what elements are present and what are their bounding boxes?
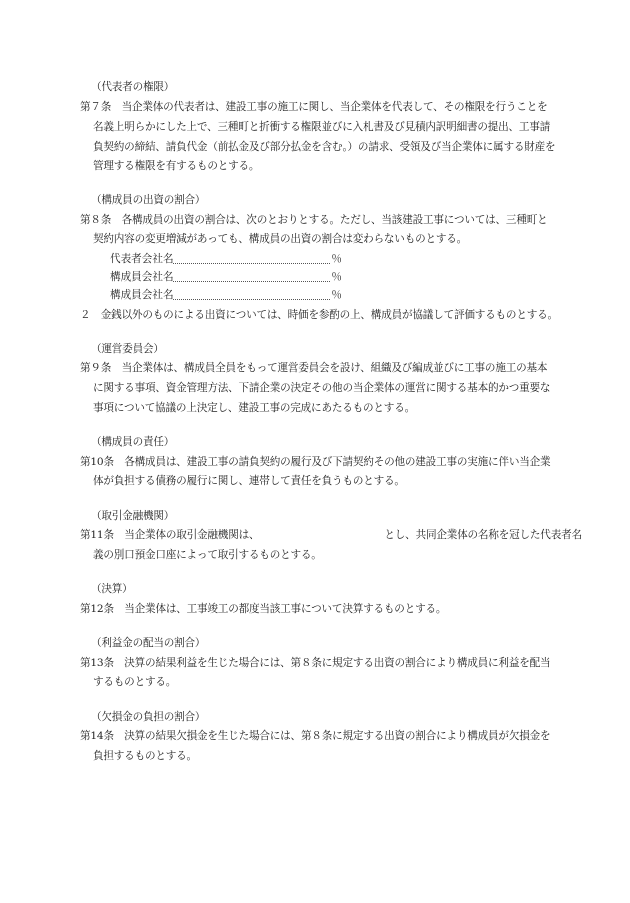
article-10-line-1: 第10条 各構成員は、建設工事の請負契約の履行及び下請契約その他の建設工事の実施に伴い当企業 xyxy=(80,456,551,468)
article-9-heading: （運営委員会） xyxy=(91,343,164,355)
article-11-heading: （取引金融機関） xyxy=(91,510,175,522)
share-label: 構成員会社名 xyxy=(110,271,174,283)
share-unit: ％ xyxy=(331,289,342,301)
article-11-line-1 xyxy=(80,529,582,542)
article-13-line-1: 第13条 決算の結果利益を生じた場合には、第８条に規定する出資の割合により構成員に利益を配当 xyxy=(80,657,551,669)
article-7-line-2: 名義上明らかにした上で、三種町と折衝する権限並びに入札書及び見積内訳明細書の提出、工事請 xyxy=(93,121,551,133)
article-7-line-4: 管理する権限を有するものとする。 xyxy=(93,160,260,172)
share-leader-line xyxy=(173,299,330,300)
article-12-heading: （決算） xyxy=(91,583,133,595)
article-12-line-1: 第12条 当企業体は、工事竣工の都度当該工事について決算するものとする。 xyxy=(80,603,447,615)
article-9-line-3: 事項について協議の上決定し、建設工事の完成にあたるものとする。 xyxy=(93,402,415,414)
article-14-line-1: 第14条 決算の結果欠損金を生じた場合には、第８条に規定する出資の割合により構成員が欠損金を xyxy=(80,730,551,742)
article-10-heading: （構成員の責任） xyxy=(91,436,175,448)
article-10-line-2: 体が負担する債務の履行に関し、連帯して責任を負うものとする。 xyxy=(93,475,405,487)
article-13-line-2: するものとする。 xyxy=(93,676,177,688)
share-row-member-1 xyxy=(110,271,342,284)
article-11-line-1-rest: とし、共同企業体の名称を冠した代表者名 xyxy=(384,529,582,541)
article-9-line-2: に関する事項、資金管理方法、下請企業の決定その他の当企業体の運営に関する基本的かつ重要な xyxy=(93,382,551,394)
share-row-member-2 xyxy=(110,289,342,302)
article-13-heading: （利益金の配当の割合） xyxy=(91,637,206,649)
share-row-representative xyxy=(110,253,342,266)
article-8-line-1: 第８条 各構成員の出資の割合は、次のとおりとする。ただし、当該建設工事については、三種町と xyxy=(80,214,548,226)
article-7-heading: （代表者の権限） xyxy=(91,81,175,93)
article-8-paragraph-2: ２ 金銭以外のものによる出資については、時価を参酌の上、構成員が協議して評価するものとする。 xyxy=(80,309,558,321)
share-leader-line xyxy=(173,281,330,282)
share-label: 構成員会社名 xyxy=(110,289,174,301)
article-14-heading: （欠損金の負担の割合） xyxy=(91,711,206,723)
article-11-line-1-text: 第11条 当企業体の取引金融機関は、 xyxy=(80,529,260,541)
article-8-line-2: 契約内容の変更増減があっても、構成員の出資の割合は変わらないものとする。 xyxy=(93,233,468,245)
article-7-line-3: 負契約の締結、請負代金（前払金及び部分払金を含む。）の請求、受領及び当企業体に属する財産を xyxy=(93,141,556,153)
share-unit: ％ xyxy=(331,271,342,283)
article-8-heading: （構成員の出資の割合） xyxy=(91,194,206,206)
article-11-line-2: 義の別口預金口座によって取引するものとする。 xyxy=(93,549,322,561)
share-leader-line xyxy=(173,263,330,264)
article-7-line-1: 第７条 当企業体の代表者は、建設工事の施工に関し、当企業体を代表して、その権限を行うことを xyxy=(80,101,548,113)
share-label: 代表者会社名 xyxy=(110,253,174,265)
article-14-line-2: 負担するものとする。 xyxy=(93,750,197,762)
article-9-line-1: 第９条 当企業体は、構成員全員をもって運営委員会を設け、組織及び編成並びに工事の施工の基本 xyxy=(80,362,548,374)
share-unit: ％ xyxy=(331,253,342,265)
